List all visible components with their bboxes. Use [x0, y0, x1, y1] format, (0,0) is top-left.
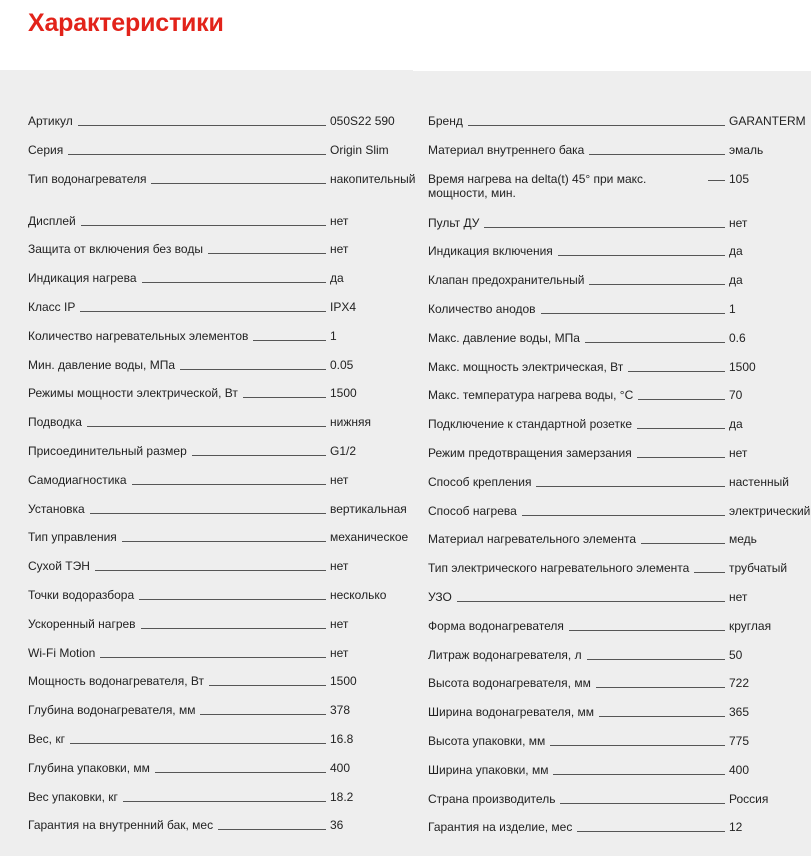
- spec-row: [428, 356, 811, 376]
- specs-column-right: [428, 110, 811, 845]
- spec-label: Ширина водонагревателя, мм: [428, 705, 595, 720]
- spec-value: 400: [330, 760, 351, 775]
- spec-label: Макс. давление воды, МПа: [428, 330, 580, 345]
- spec-row: [428, 442, 811, 462]
- spec-value: 050S22 590: [330, 114, 395, 128]
- spec-value: эмаль: [729, 142, 764, 157]
- spec-row: [28, 642, 414, 662]
- page-title: Характеристики: [28, 9, 224, 37]
- spec-row: [428, 759, 811, 779]
- spec-leader-line: [208, 253, 326, 254]
- spec-label: Класс IP: [28, 299, 76, 314]
- spec-label: Установка: [28, 501, 85, 516]
- spec-row: [28, 382, 414, 402]
- spec-leader-line: [80, 311, 326, 312]
- spec-row: [28, 139, 414, 159]
- spec-label: Тип водонагревателя: [28, 171, 147, 186]
- spec-row: [428, 139, 811, 159]
- spec-value: нет: [330, 559, 349, 574]
- spec-row: [28, 584, 414, 604]
- spec-row: [428, 500, 811, 520]
- spec-row: [428, 327, 811, 347]
- spec-label: Клапан предохранительный: [428, 273, 585, 288]
- spec-row: [428, 816, 811, 836]
- spec-value: нет: [330, 472, 349, 487]
- spec-leader-line: [599, 716, 725, 717]
- spec-row: [28, 210, 414, 230]
- spec-value: медь: [729, 532, 757, 547]
- spec-label: Вес, кг: [28, 731, 65, 746]
- spec-leader-line: [560, 803, 725, 804]
- spec-value: да: [729, 273, 743, 288]
- spec-value: нет: [330, 242, 349, 257]
- spec-label: Дисплей: [28, 213, 76, 228]
- spec-label: Высота водонагревателя, мм: [428, 676, 591, 691]
- spec-label: Способ нагрева: [428, 503, 517, 518]
- spec-label: Индикация включения: [428, 244, 553, 259]
- spec-row: [28, 411, 414, 431]
- spec-value: да: [330, 271, 344, 286]
- spec-value: несколько: [330, 587, 387, 602]
- spec-row: [28, 613, 414, 633]
- spec-leader-line: [536, 486, 725, 487]
- spec-row: [28, 238, 414, 258]
- spec-leader-line: [694, 572, 725, 573]
- spec-leader-line: [587, 659, 725, 660]
- spec-value: 12: [729, 820, 743, 835]
- spec-value: IPX4: [330, 299, 357, 314]
- spec-label: Точки водоразбора: [28, 587, 135, 602]
- spec-row: [428, 298, 811, 318]
- spec-leader-line: [68, 154, 326, 155]
- spec-leader-line: [200, 714, 326, 715]
- spec-value: 1500: [729, 359, 756, 374]
- spec-leader-line: [638, 399, 725, 400]
- spec-leader-line: [577, 831, 725, 832]
- spec-label: Гарантия на внутренний бак, мес: [28, 818, 214, 833]
- spec-row: [28, 555, 414, 575]
- spec-row: [28, 440, 414, 460]
- spec-value: механическое: [330, 530, 409, 545]
- spec-leader-line: [90, 513, 326, 514]
- spec-leader-line: [708, 180, 725, 181]
- spec-leader-line: [541, 313, 725, 314]
- panel-notch: [413, 68, 811, 71]
- spec-label: Мин. давление воды, МПа: [28, 357, 176, 372]
- spec-label: Материал нагревательного элемента: [428, 532, 637, 547]
- spec-leader-line: [209, 685, 326, 686]
- spec-label: Страна производитель: [428, 791, 556, 806]
- spec-row: [28, 786, 414, 806]
- spec-value: 400: [729, 762, 750, 777]
- spec-label: Подводка: [28, 415, 82, 430]
- spec-value: нет: [729, 445, 748, 460]
- spec-row: [428, 701, 811, 721]
- spec-value: 775: [729, 733, 750, 748]
- spec-value: 722: [729, 676, 750, 691]
- spec-label: Пульт ДУ: [428, 215, 480, 230]
- spec-value: 1: [729, 301, 736, 316]
- spec-label: Ускоренный нагрев: [28, 616, 136, 631]
- spec-label: Глубина упаковки, мм: [28, 760, 150, 775]
- spec-row: [28, 325, 414, 345]
- spec-label: Литраж водонагревателя, л: [428, 647, 582, 662]
- spec-row: [28, 354, 414, 374]
- spec-leader-line: [243, 397, 326, 398]
- spec-value: нет: [330, 616, 349, 631]
- spec-label: Присоединительный размер: [28, 443, 187, 458]
- spec-leader-line: [558, 255, 725, 256]
- spec-value: нет: [330, 645, 349, 660]
- spec-leader-line: [569, 630, 725, 631]
- spec-leader-line: [550, 745, 725, 746]
- spec-leader-line: [95, 570, 326, 571]
- spec-row: [428, 413, 811, 433]
- spec-label: Макс. температура нагрева воды, °С: [428, 388, 634, 403]
- spec-row: [28, 814, 414, 834]
- spec-leader-line: [468, 125, 725, 126]
- spec-label: Количество нагревательных элементов: [28, 328, 249, 343]
- spec-value: Россия: [729, 791, 769, 806]
- spec-value: GARANTERM: [729, 114, 806, 128]
- spec-value: да: [729, 244, 743, 259]
- spec-value: 36: [330, 818, 344, 833]
- spec-leader-line: [122, 541, 326, 542]
- spec-row: [428, 384, 811, 404]
- spec-row: [428, 110, 811, 130]
- spec-leader-line: [123, 801, 326, 802]
- spec-label: Количество анодов: [428, 301, 536, 316]
- spec-row: [428, 672, 811, 692]
- spec-value: 1500: [330, 674, 357, 689]
- spec-label: Режимы мощности электрической, Вт: [28, 386, 238, 401]
- spec-value: электрический: [729, 503, 811, 518]
- spec-row: [428, 644, 811, 664]
- spec-row: [28, 296, 414, 316]
- spec-row: [428, 557, 811, 577]
- spec-row: [28, 110, 414, 130]
- spec-leader-line: [139, 599, 326, 600]
- spec-value: G1/2: [330, 443, 357, 458]
- spec-leader-line: [637, 457, 725, 458]
- spec-leader-line: [637, 428, 725, 429]
- spec-leader-line: [522, 515, 725, 516]
- spec-value: нет: [729, 215, 748, 230]
- spec-row: [28, 699, 414, 719]
- spec-leader-line: [484, 227, 725, 228]
- spec-value: круглая: [729, 618, 772, 633]
- spec-value: 18.2: [330, 789, 354, 804]
- spec-value: нижняя: [330, 415, 371, 430]
- spec-leader-line: [253, 340, 326, 341]
- spec-label: Глубина водонагревателя, мм: [28, 703, 196, 718]
- spec-row: [28, 728, 414, 748]
- spec-label: Время нагрева на delta(t) 45° при макс. мощности, мин.: [428, 171, 647, 200]
- spec-row: [428, 168, 811, 202]
- spec-value: нет: [729, 589, 748, 604]
- spec-leader-line: [192, 455, 326, 456]
- spec-row: [428, 586, 811, 606]
- spec-leader-line: [628, 371, 725, 372]
- spec-value: 16.8: [330, 731, 354, 746]
- spec-row: [28, 757, 414, 777]
- spec-leader-line: [218, 829, 326, 830]
- spec-label: Мощность водонагревателя, Вт: [28, 674, 204, 689]
- spec-row: [428, 269, 811, 289]
- spec-value: Origin Slim: [330, 142, 389, 157]
- spec-value: 1500: [330, 386, 357, 401]
- spec-row: [428, 212, 811, 232]
- spec-leader-line: [589, 284, 725, 285]
- spec-row: [428, 240, 811, 260]
- spec-value: трубчатый: [729, 561, 788, 576]
- spec-value: 0.6: [729, 330, 746, 345]
- spec-row: [428, 528, 811, 548]
- spec-value: 1: [330, 328, 337, 343]
- spec-row: [28, 670, 414, 690]
- spec-row: [28, 498, 414, 518]
- spec-row: [28, 168, 414, 188]
- spec-leader-line: [78, 125, 326, 126]
- spec-row: [428, 471, 811, 491]
- spec-leader-line: [141, 628, 326, 629]
- spec-label: Индикация нагрева: [28, 271, 137, 286]
- spec-label: Ширина упаковки, мм: [428, 762, 549, 777]
- spec-leader-line: [155, 772, 326, 773]
- spec-row: [28, 469, 414, 489]
- spec-value: накопительный: [330, 171, 416, 186]
- spec-label: Сухой ТЭН: [28, 559, 90, 574]
- spec-value: 0.05: [330, 357, 354, 372]
- spec-value: 105: [729, 171, 750, 186]
- spec-label: Подключение к стандартной розетке: [428, 417, 632, 432]
- spec-leader-line: [457, 601, 725, 602]
- spec-label: Защита от включения без воды: [28, 242, 203, 257]
- spec-value: 365: [729, 705, 750, 720]
- spec-label: Форма водонагревателя: [428, 618, 564, 633]
- spec-label: Режим предотвращения замерзания: [428, 445, 632, 460]
- spec-value: 50: [729, 647, 743, 662]
- spec-leader-line: [70, 743, 326, 744]
- spec-label: Макс. мощность электрическая, Вт: [428, 359, 624, 374]
- spec-value: вертикальная: [330, 501, 407, 516]
- spec-label: Артикул: [28, 114, 73, 128]
- spec-label: Самодиагностика: [28, 472, 127, 487]
- spec-leader-line: [589, 154, 725, 155]
- spec-label: Гарантия на изделие, мес: [428, 820, 573, 835]
- spec-leader-line: [87, 426, 326, 427]
- spec-label: Тип электрического нагревательного элемента: [428, 561, 690, 576]
- spec-label: Вес упаковки, кг: [28, 789, 118, 804]
- spec-label: УЗО: [428, 589, 452, 604]
- specs-column-left: [28, 110, 414, 843]
- spec-value: настенный: [729, 474, 789, 489]
- spec-row: [428, 730, 811, 750]
- spec-label: Wi-Fi Motion: [28, 645, 96, 660]
- spec-label: Тип управления: [28, 530, 117, 545]
- spec-value: нет: [330, 213, 349, 228]
- spec-row: [28, 526, 414, 546]
- spec-label: Серия: [28, 142, 64, 157]
- spec-row: [28, 267, 414, 287]
- spec-value: 378: [330, 703, 351, 718]
- spec-row: [428, 615, 811, 635]
- spec-leader-line: [553, 774, 725, 775]
- spec-label: Способ крепления: [428, 474, 532, 489]
- spec-value: 70: [729, 388, 743, 403]
- spec-leader-line: [596, 687, 725, 688]
- spec-label: Материал внутреннего бака: [428, 142, 585, 157]
- spec-leader-line: [641, 543, 725, 544]
- spec-row: [428, 788, 811, 808]
- spec-leader-line: [585, 342, 725, 343]
- spec-label: Высота упаковки, мм: [428, 733, 546, 748]
- spec-leader-line: [81, 225, 326, 226]
- spec-label: Бренд: [428, 114, 463, 128]
- spec-leader-line: [180, 369, 326, 370]
- spec-value: да: [729, 417, 743, 432]
- spec-leader-line: [151, 183, 326, 184]
- spec-leader-line: [132, 484, 326, 485]
- spec-leader-line: [142, 282, 327, 283]
- spec-leader-line: [100, 657, 326, 658]
